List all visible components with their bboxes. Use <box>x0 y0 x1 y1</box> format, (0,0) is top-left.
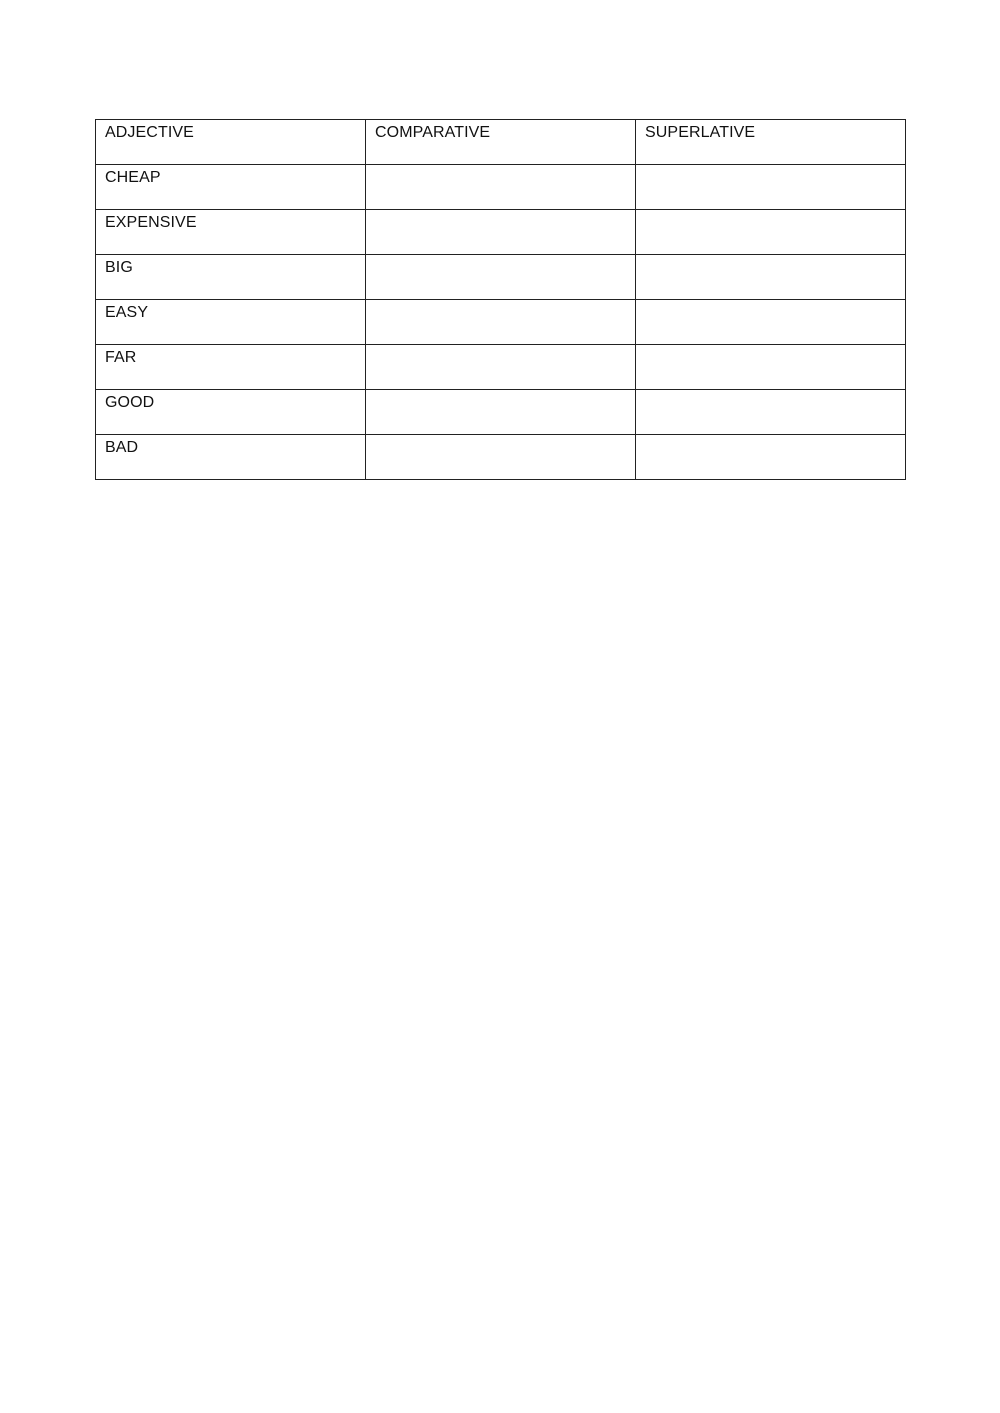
superlative-cell[interactable] <box>636 300 906 345</box>
superlative-value <box>636 255 905 258</box>
adjective-label: FAR <box>105 349 137 366</box>
comparative-value <box>366 345 635 348</box>
adjective-label: CHEAP <box>105 169 161 186</box>
adjective-cell <box>96 345 366 390</box>
comparative-cell[interactable] <box>366 165 636 210</box>
superlative-cell[interactable] <box>636 435 906 480</box>
superlative-value <box>636 435 905 438</box>
adjective-cell <box>96 390 366 435</box>
comparative-value <box>366 435 635 438</box>
comparative-cell[interactable] <box>366 300 636 345</box>
adjective-cell <box>96 165 366 210</box>
superlative-cell[interactable] <box>636 210 906 255</box>
table-header-row <box>96 120 906 165</box>
adjective-label: BIG <box>105 259 133 276</box>
superlative-cell[interactable] <box>636 165 906 210</box>
table-row <box>96 345 906 390</box>
superlative-value <box>636 300 905 303</box>
superlative-cell[interactable] <box>636 345 906 390</box>
header-label: SUPERLATIVE <box>645 124 756 141</box>
comparative-value <box>366 210 635 213</box>
header-label: ADJECTIVE <box>105 124 194 141</box>
adjective-label: GOOD <box>105 394 155 411</box>
comparative-cell[interactable] <box>366 390 636 435</box>
adjective-cell <box>96 255 366 300</box>
comparative-value <box>366 300 635 303</box>
adjective-comparison-table <box>95 119 906 480</box>
superlative-value <box>636 210 905 213</box>
superlative-cell[interactable] <box>636 255 906 300</box>
adjective-cell <box>96 435 366 480</box>
adjective-cell <box>96 210 366 255</box>
header-cell-superlative <box>636 120 906 165</box>
table-row <box>96 210 906 255</box>
table-row <box>96 165 906 210</box>
header-cell-comparative <box>366 120 636 165</box>
table-row <box>96 390 906 435</box>
header-label: COMPARATIVE <box>375 124 491 141</box>
adjective-cell <box>96 300 366 345</box>
header-cell-adjective <box>96 120 366 165</box>
comparative-value <box>366 255 635 258</box>
comparative-cell[interactable] <box>366 210 636 255</box>
comparative-cell[interactable] <box>366 255 636 300</box>
comparative-value <box>366 390 635 393</box>
comparative-cell[interactable] <box>366 435 636 480</box>
superlative-cell[interactable] <box>636 390 906 435</box>
superlative-value <box>636 345 905 348</box>
adjective-label: EXPENSIVE <box>105 214 197 231</box>
superlative-value <box>636 390 905 393</box>
table-row <box>96 255 906 300</box>
adjective-label: EASY <box>105 304 149 321</box>
superlative-value <box>636 165 905 168</box>
table-row <box>96 300 906 345</box>
comparative-value <box>366 165 635 168</box>
table-row <box>96 435 906 480</box>
comparative-cell[interactable] <box>366 345 636 390</box>
adjective-label: BAD <box>105 439 139 456</box>
